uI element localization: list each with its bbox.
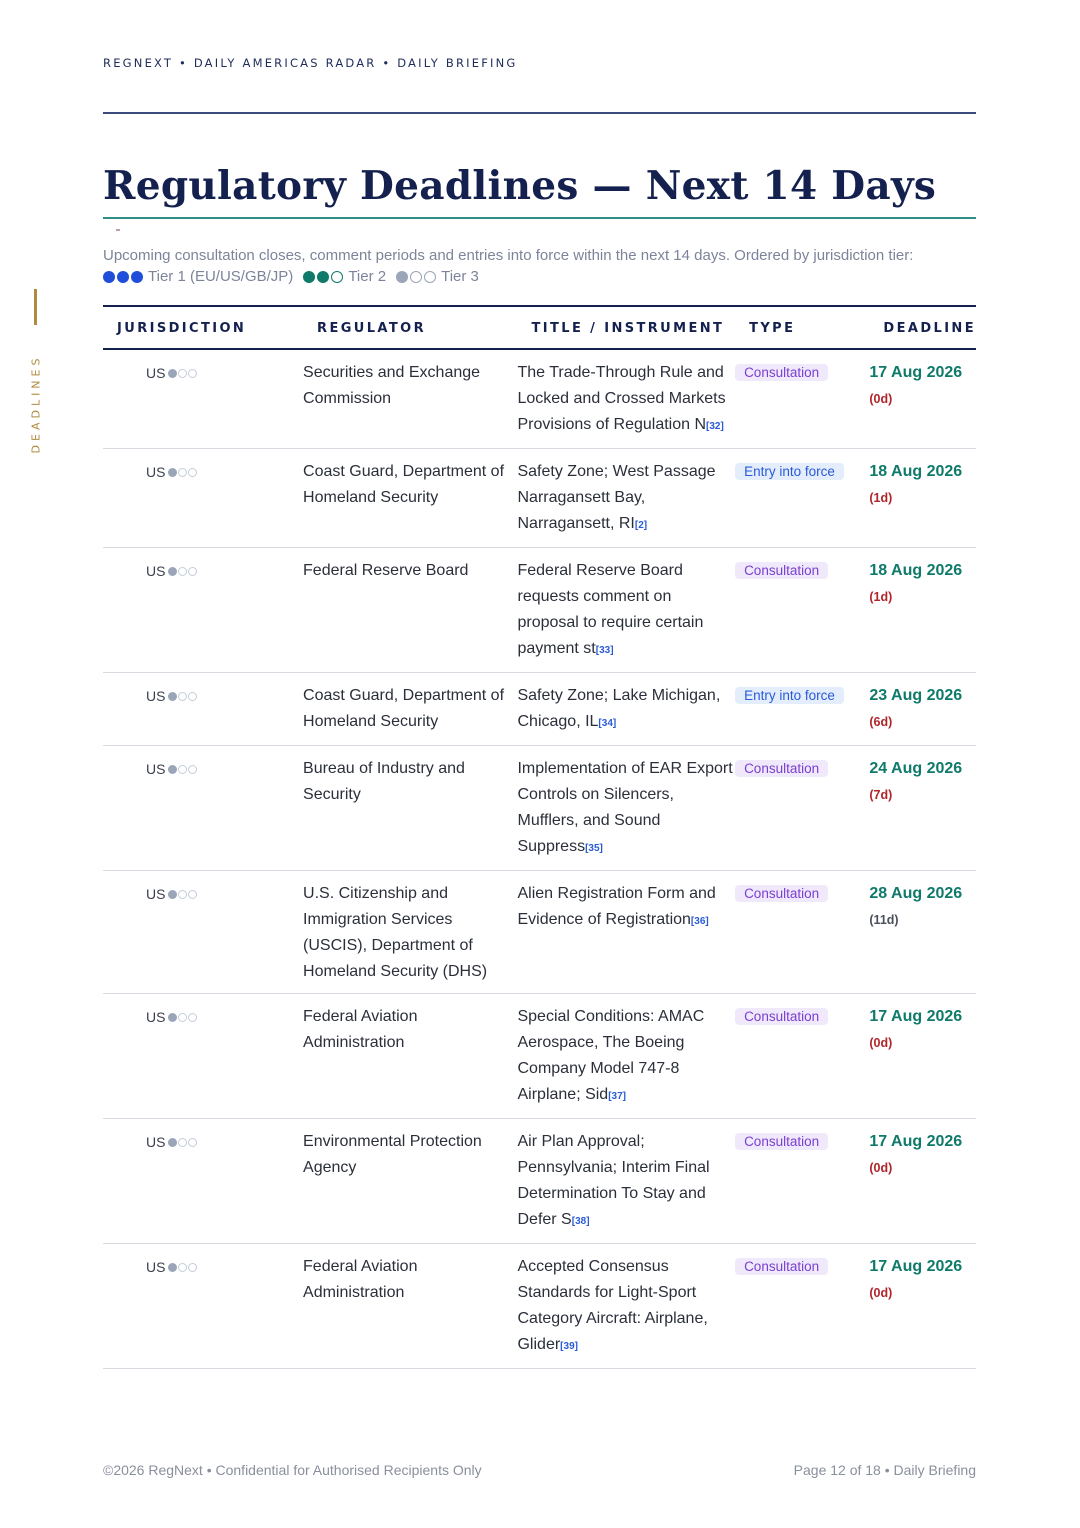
- days-remaining: (1d): [869, 590, 893, 604]
- table-row: [103, 871, 976, 994]
- tier-legend-label: Tier 3: [441, 268, 479, 285]
- table-header-row: [103, 306, 976, 349]
- filled-dot-icon: [396, 271, 408, 283]
- cell-regulator: Federal Reserve Board: [303, 548, 517, 673]
- cell-regulator: Securities and Exchange Commission: [303, 349, 517, 449]
- jurisdiction-value: [146, 756, 198, 782]
- jurisdiction-code: US: [146, 688, 166, 704]
- cell-title: [517, 449, 735, 548]
- tier-dots-icon: [168, 567, 198, 576]
- cell-jurisdiction: [103, 871, 303, 994]
- cell-type: [735, 349, 869, 449]
- filled-dot-icon: [303, 271, 315, 283]
- tick-mark: [116, 229, 120, 231]
- cell-deadline: [869, 1119, 976, 1244]
- reference-link[interactable]: [35]: [585, 843, 603, 854]
- deadline-date: 17 Aug 2026: [869, 1133, 963, 1150]
- jurisdiction-code: US: [146, 886, 166, 902]
- reference-link[interactable]: [34]: [598, 718, 617, 729]
- deadline-date: 28 Aug 2026: [869, 885, 963, 902]
- jurisdiction-value: [146, 1254, 198, 1280]
- tier-legend-item: [103, 268, 293, 285]
- jurisdiction-code: US: [146, 563, 166, 579]
- cell-jurisdiction: [103, 673, 303, 746]
- type-badge: Consultation: [735, 760, 828, 777]
- reference-link[interactable]: [38]: [571, 1216, 590, 1227]
- table-row: [103, 746, 976, 871]
- jurisdiction-code: US: [146, 365, 166, 381]
- jurisdiction-code: US: [146, 1134, 166, 1150]
- instrument-title: Safety Zone; Lake Michigan, Chicago, IL: [517, 687, 721, 730]
- type-badge: Consultation: [735, 1008, 828, 1025]
- jurisdiction-code: US: [146, 761, 166, 777]
- table-row: [103, 994, 976, 1119]
- table-row: [103, 349, 976, 449]
- jurisdiction-code: US: [146, 1009, 166, 1025]
- cell-title: [517, 746, 735, 871]
- instrument-title: Accepted Consensus Standards for Light-Sport Category Aircraft: Airplane, Glider: [517, 1258, 708, 1353]
- cell-type: [735, 673, 869, 746]
- reference-link[interactable]: [39]: [560, 1341, 578, 1352]
- deadline-date: 23 Aug 2026: [869, 687, 963, 704]
- filled-dot-icon: [117, 271, 129, 283]
- header-regulator: REGULATOR: [303, 306, 517, 349]
- type-badge: Entry into force: [735, 463, 844, 480]
- sidetab-accent-bar: [34, 289, 37, 325]
- reference-link[interactable]: [36]: [690, 916, 709, 927]
- cell-deadline: [869, 994, 976, 1119]
- table-row: [103, 1244, 976, 1369]
- instrument-title: Implementation of EAR Export Controls on Silencers, Mufflers, and Sound Suppress: [517, 760, 733, 855]
- cell-title: [517, 994, 735, 1119]
- cell-regulator: Federal Aviation Administration: [303, 994, 517, 1119]
- reference-link[interactable]: [2]: [634, 520, 648, 531]
- header-divider: [103, 112, 976, 114]
- sidetab-label: DEADLINES: [29, 354, 43, 454]
- table-row: [103, 449, 976, 548]
- deadline-date: 17 Aug 2026: [869, 1008, 963, 1025]
- table-row: [103, 673, 976, 746]
- type-badge: Consultation: [735, 1133, 828, 1150]
- cell-title: [517, 673, 735, 746]
- days-remaining: (11d): [869, 913, 899, 927]
- cell-regulator: Coast Guard, Department of Homeland Security: [303, 449, 517, 548]
- tier-legend-label: Tier 1 (EU/US/GB/JP): [148, 268, 294, 285]
- cell-type: [735, 1244, 869, 1369]
- type-badge: Entry into force: [735, 687, 844, 704]
- filled-dot-icon: [317, 271, 329, 283]
- filled-dot-icon: [131, 271, 143, 283]
- jurisdiction-code: US: [146, 464, 166, 480]
- tier-dots-icon: [168, 369, 198, 378]
- cell-type: [735, 548, 869, 673]
- jurisdiction-value: [146, 558, 198, 584]
- type-badge: Consultation: [735, 1258, 828, 1275]
- deadlines-table: [103, 305, 976, 1369]
- cell-jurisdiction: [103, 1244, 303, 1369]
- page-title: Regulatory Deadlines — Next 14 Days: [103, 163, 937, 209]
- instrument-title: Federal Reserve Board requests comment on proposal to require certain payment st: [517, 562, 704, 657]
- cell-title: [517, 871, 735, 994]
- header-deadline: DEADLINE: [869, 306, 976, 349]
- cell-deadline: [869, 746, 976, 871]
- filled-dot-icon: [103, 271, 115, 283]
- type-badge: Consultation: [735, 364, 828, 381]
- tier-dots-icon: [168, 1263, 198, 1272]
- instrument-title: Safety Zone; West Passage Narragansett Bay, Narragansett, RI: [517, 463, 716, 532]
- cell-title: [517, 349, 735, 449]
- cell-type: [735, 746, 869, 871]
- instrument-title: Air Plan Approval; Pennsylvania; Interim Final Determination To Stay and Defer S: [517, 1133, 710, 1228]
- tier-dots-icon: [168, 890, 198, 899]
- header-jurisdiction: JURISDICTION: [103, 306, 303, 349]
- instrument-title: Special Conditions: AMAC Aerospace, The Boeing Company Model 747-8 Airplane; Sid: [517, 1008, 705, 1103]
- reference-link[interactable]: [32]: [706, 421, 724, 432]
- cell-deadline: [869, 548, 976, 673]
- type-badge: Consultation: [735, 562, 828, 579]
- cell-deadline: [869, 871, 976, 994]
- tier-legend: [103, 268, 489, 285]
- cell-deadline: [869, 449, 976, 548]
- days-remaining: (0d): [869, 1161, 893, 1175]
- cell-regulator: Bureau of Industry and Security: [303, 746, 517, 871]
- days-remaining: (1d): [869, 491, 893, 505]
- tier-dots-icon: [168, 765, 198, 774]
- cell-deadline: [869, 1244, 976, 1369]
- empty-dot-icon: [424, 271, 436, 283]
- cell-type: [735, 994, 869, 1119]
- cell-title: [517, 548, 735, 673]
- cell-regulator: Coast Guard, Department of Homeland Security: [303, 673, 517, 746]
- cell-jurisdiction: [103, 1119, 303, 1244]
- cell-jurisdiction: [103, 449, 303, 548]
- cell-title: [517, 1119, 735, 1244]
- tier-legend-item: [303, 268, 386, 285]
- deadline-date: 18 Aug 2026: [869, 562, 963, 579]
- deadline-date: 17 Aug 2026: [869, 1258, 963, 1275]
- tier-dots-icon: [168, 1138, 198, 1147]
- table-row: [103, 1119, 976, 1244]
- deadline-date: 18 Aug 2026: [869, 463, 963, 480]
- jurisdiction-value: [146, 683, 198, 709]
- cell-deadline: [869, 349, 976, 449]
- cell-type: [735, 871, 869, 994]
- instrument-title: The Trade-Through Rule and Locked and Crossed Markets Provisions of Regulation N: [517, 364, 726, 433]
- cell-jurisdiction: [103, 548, 303, 673]
- days-remaining: (0d): [869, 1286, 893, 1300]
- table-row: [103, 548, 976, 673]
- cell-deadline: [869, 673, 976, 746]
- footer-copyright: ©2026 RegNext • Confidential for Authorised Recipients Only: [103, 1462, 482, 1478]
- tier-legend-label: Tier 2: [348, 268, 387, 285]
- cell-regulator: U.S. Citizenship and Immigration Services (USCIS), Department of Homeland Security (DHS): [303, 871, 517, 994]
- cell-regulator: Federal Aviation Administration: [303, 1244, 517, 1369]
- days-remaining: (0d): [869, 1036, 893, 1050]
- reference-link[interactable]: [37]: [608, 1091, 626, 1102]
- cell-type: [735, 449, 869, 548]
- cell-jurisdiction: [103, 746, 303, 871]
- days-remaining: (6d): [869, 715, 893, 729]
- days-remaining: (7d): [869, 788, 893, 802]
- reference-link[interactable]: [33]: [595, 645, 614, 656]
- deadline-date: 24 Aug 2026: [869, 760, 963, 777]
- cell-jurisdiction: [103, 994, 303, 1119]
- jurisdiction-value: [146, 459, 198, 485]
- tier-dots-icon: [168, 1013, 198, 1022]
- days-remaining: (0d): [869, 392, 893, 406]
- tier-dots-icon: [168, 468, 198, 477]
- type-badge: Consultation: [735, 885, 828, 902]
- cell-title: [517, 1244, 735, 1369]
- empty-dot-icon: [331, 271, 343, 283]
- jurisdiction-value: [146, 360, 198, 386]
- jurisdiction-value: [146, 881, 198, 907]
- header-type: TYPE: [735, 306, 869, 349]
- jurisdiction-value: [146, 1129, 198, 1155]
- page-subtitle: Upcoming consultation closes, comment periods and entries into force within the next 14 days. Ordered by jurisdiction tier:: [103, 247, 914, 264]
- jurisdiction-code: US: [146, 1259, 166, 1275]
- header-breadcrumb: REGNEXT • DAILY AMERICAS RADAR • DAILY BRIEFING: [103, 56, 518, 70]
- header-title: TITLE / INSTRUMENT: [517, 306, 735, 349]
- tier-legend-item: [396, 268, 479, 285]
- jurisdiction-value: [146, 1004, 198, 1030]
- cell-type: [735, 1119, 869, 1244]
- empty-dot-icon: [410, 271, 422, 283]
- cell-jurisdiction: [103, 349, 303, 449]
- deadline-date: 17 Aug 2026: [869, 364, 963, 381]
- tier-dots-icon: [168, 692, 198, 701]
- cell-regulator: Environmental Protection Agency: [303, 1119, 517, 1244]
- instrument-title: Alien Registration Form and Evidence of Registration: [517, 885, 716, 928]
- footer-page-number: Page 12 of 18 • Daily Briefing: [793, 1462, 976, 1478]
- title-underline: [103, 217, 976, 219]
